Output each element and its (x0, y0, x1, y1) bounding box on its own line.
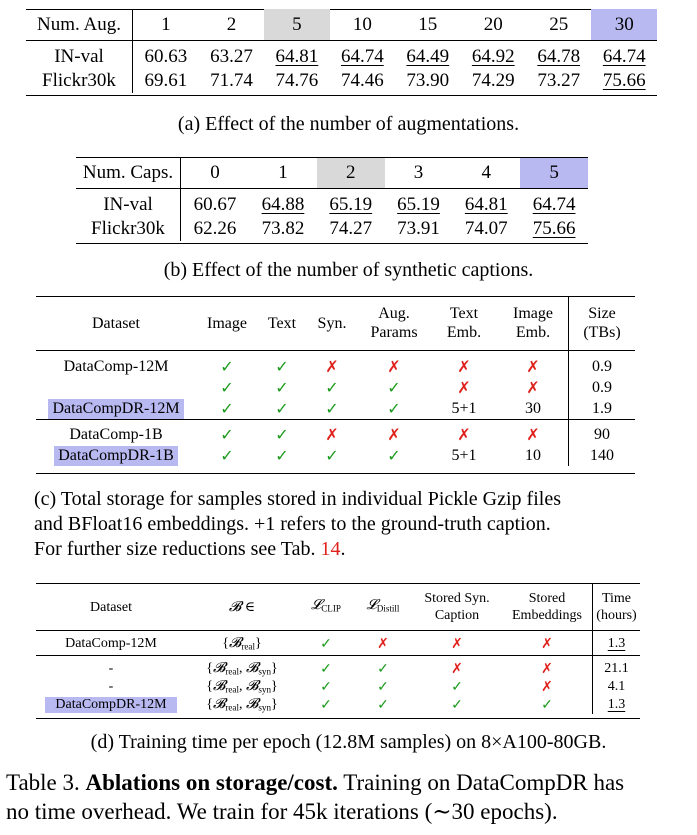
dataset-highlight: DataCompDR-12M (45, 697, 176, 713)
cross-icon: ✗ (526, 379, 540, 397)
header-line: (TBs) (583, 324, 621, 341)
row-label: IN-val (26, 41, 133, 70)
cell: 64.88 (261, 194, 305, 215)
cross-icon: ✗ (541, 679, 553, 695)
cell: 75.66 (532, 218, 576, 239)
set-cell: {𝓑$_{real}$} (222, 636, 262, 652)
header-line: Text (449, 305, 479, 322)
check-icon: ✓ (451, 679, 463, 695)
header-cell: 10 (352, 13, 372, 35)
table-row (36, 445, 635, 466)
cell: 60.63 (144, 46, 188, 67)
cell: 62.26 (193, 218, 237, 239)
header-size (569, 296, 636, 351)
header-cell: 1 (278, 162, 288, 183)
cell: 64.78 (537, 46, 581, 67)
cell: 65.19 (397, 194, 440, 215)
cell: 65.19 (329, 194, 373, 215)
table-row (36, 377, 635, 398)
table-row (36, 678, 640, 696)
cell: 64.92 (471, 46, 515, 67)
set-cell: {𝓑$_{real}$, 𝓑$_{syn}$} (206, 679, 278, 695)
header-dataset: Dataset (92, 314, 140, 332)
table-caption (6, 768, 696, 826)
table-row (26, 69, 657, 93)
header-text: Text (267, 314, 297, 332)
header-line: Emb. (515, 324, 551, 341)
caption-line: no time overhead. We train for 45k iterations (∼30 epochs). (6, 799, 558, 824)
check-icon: ✓ (275, 400, 289, 418)
cross-icon: ✗ (541, 636, 553, 652)
cell: 73.82 (261, 218, 305, 239)
header-cell: 0 (210, 162, 220, 183)
table-row (36, 398, 635, 420)
image-emb-cell: 10 (525, 446, 541, 464)
dataset-cell (36, 445, 196, 466)
caption-text: . (340, 538, 346, 560)
check-icon: ✓ (275, 358, 289, 376)
cross-icon: ✗ (541, 661, 553, 677)
check-icon: ✓ (275, 447, 289, 465)
header-image: Image (207, 314, 247, 332)
time-cell: 4.1 (593, 678, 641, 696)
header-cell: 20 (483, 13, 503, 35)
dataset-cell: DataComp-12M (63, 357, 169, 375)
cross-icon: ✗ (457, 426, 471, 444)
table-storage (36, 296, 635, 466)
table-header-row (36, 584, 640, 631)
dataset-cell (36, 398, 196, 420)
header-syn: Syn. (317, 314, 347, 332)
header-cell: 5 (264, 9, 329, 41)
size-cell: 0.9 (569, 377, 636, 398)
check-icon: ✓ (275, 426, 289, 444)
caption-b: (b) Effect of the number of synthetic captions. (163, 259, 534, 281)
table-augmentations (26, 9, 657, 93)
cross-icon: ✗ (457, 358, 471, 376)
cross-icon: ✗ (451, 661, 463, 677)
cross-icon: ✗ (377, 636, 389, 652)
caption-title: Ablations on storage/cost. (85, 770, 338, 795)
cell: 74.76 (275, 70, 319, 91)
cell: 74.29 (471, 70, 515, 91)
size-cell: 140 (569, 445, 636, 466)
header-cell: 1 (161, 13, 171, 35)
table-row (36, 420, 635, 446)
cell: 64.74 (602, 46, 646, 67)
check-icon: ✓ (220, 400, 234, 418)
row-label: Flickr30k (76, 217, 181, 241)
subscript: Distill (376, 603, 400, 614)
header-line: Params (370, 324, 418, 341)
header-line: Caption (434, 608, 480, 623)
header-cell: 2 (226, 13, 237, 35)
cell: 73.90 (406, 70, 450, 91)
check-icon: ✓ (377, 679, 389, 695)
caption-text: For further size reductions see Tab. (34, 538, 316, 560)
table-d-bottom-rule (36, 718, 640, 719)
subscript: CLIP (321, 603, 341, 614)
cell: 63.27 (210, 46, 253, 67)
image-emb-cell: 30 (525, 399, 541, 417)
set-cell: {𝓑$_{real}$, 𝓑$_{syn}$} (206, 661, 278, 677)
cross-icon: ✗ (451, 636, 463, 652)
table-label: Table 3. (6, 770, 80, 795)
header-cell: 2 (317, 158, 385, 189)
cell: 71.74 (210, 70, 253, 91)
check-icon: ✓ (451, 697, 463, 713)
header-stored-emb (502, 584, 593, 631)
dataset-cell: DataComp-1B (69, 425, 163, 443)
header-line: Embeddings (512, 608, 582, 623)
cell: 64.49 (406, 46, 450, 67)
cell: 73.91 (397, 218, 440, 239)
cell: 64.74 (340, 46, 384, 67)
table-row (36, 351, 635, 378)
time-cell: 1.3 (593, 631, 641, 656)
header-time (593, 584, 641, 631)
table-c-bottom-rule (36, 473, 635, 474)
check-icon: ✓ (220, 447, 234, 465)
time-cell: 21.1 (593, 656, 641, 679)
cell: 69.61 (144, 70, 188, 91)
cell: 64.81 (275, 46, 319, 67)
table-row (76, 189, 588, 218)
cross-icon: ✗ (526, 358, 540, 376)
cross-icon: ✗ (387, 426, 401, 444)
time-cell: 1.3 (593, 696, 641, 714)
header-text-emb (430, 296, 498, 351)
table-captions (76, 158, 588, 241)
header-stored-syn (412, 584, 502, 631)
table-row (26, 41, 657, 70)
table-row (76, 217, 588, 241)
check-icon: ✓ (220, 358, 234, 376)
caption-text: Training on DataCompDR has (343, 770, 625, 795)
caption-line: and BFloat16 embeddings. +1 refers to the ground-truth caption. (34, 513, 551, 535)
table-row (36, 656, 640, 679)
header-cell: 5 (520, 158, 588, 189)
header-line: Size (588, 305, 616, 322)
table-b-bottom-rule (76, 243, 588, 244)
header-line: Image (513, 305, 553, 322)
dataset-cell: DataComp-12M (65, 636, 157, 651)
check-icon: ✓ (320, 661, 332, 677)
header-cell: 15 (418, 13, 438, 35)
dataset-highlight: DataCompDR-12M (48, 399, 183, 419)
cell: 75.66 (602, 70, 646, 91)
table-header-row (26, 9, 657, 41)
check-icon: ✓ (387, 447, 401, 465)
cross-icon: ✗ (325, 358, 339, 376)
check-icon: ✓ (275, 379, 289, 397)
caption-a: (a) Effect of the number of augmentations. (177, 113, 520, 135)
table-header-row (76, 158, 588, 189)
check-icon: ✓ (325, 447, 339, 465)
table-a-bottom-rule (26, 95, 657, 96)
check-icon: ✓ (325, 379, 339, 397)
caption-c (34, 487, 684, 562)
check-icon: ✓ (320, 636, 332, 652)
header-line: Stored (528, 591, 566, 606)
text-emb-cell: 5+1 (451, 399, 477, 417)
check-icon: ✓ (220, 379, 234, 397)
size-cell: 0.9 (569, 351, 636, 378)
check-icon: ✓ (387, 379, 401, 397)
dataset-highlight: DataCompDR-1B (54, 446, 178, 466)
table-14-link[interactable]: 14 (320, 538, 341, 560)
cross-icon: ✗ (457, 379, 471, 397)
table-training-time (36, 584, 640, 714)
header-line: Time (601, 591, 632, 606)
check-icon: ✓ (220, 426, 234, 444)
header-cell: 25 (549, 13, 569, 35)
set-cell: {𝓑$_{real}$, 𝓑$_{syn}$} (206, 697, 278, 713)
check-icon: ✓ (377, 661, 389, 677)
cell: 74.46 (340, 70, 384, 91)
header-batch-set: 𝓑 ∈ (228, 599, 256, 615)
cell: 60.67 (193, 194, 237, 215)
header-loss-distill: 𝓛$_{Distill}$ (366, 597, 400, 614)
cross-icon: ✗ (526, 426, 540, 444)
caption-line (6, 768, 696, 797)
table-header-row (36, 296, 635, 351)
cross-icon: ✗ (387, 358, 401, 376)
header-cell: 4 (481, 162, 492, 183)
check-icon: ✓ (377, 697, 389, 713)
caption-line (34, 537, 684, 562)
table-row (36, 631, 640, 656)
check-icon: ✓ (320, 679, 332, 695)
check-icon: ✓ (541, 697, 553, 713)
cell: 64.74 (532, 194, 576, 215)
cell: 74.07 (464, 218, 508, 239)
text-emb-cell: 5+1 (451, 446, 477, 464)
row-label: IN-val (76, 189, 181, 218)
row-label: Flickr30k (26, 69, 133, 93)
header-dataset: Dataset (90, 599, 132, 615)
header-loss-clip: 𝓛$_{CLIP}$ (311, 597, 341, 614)
size-cell: 90 (569, 420, 636, 446)
header-label: Num. Caps. (76, 158, 181, 189)
header-cell: 30 (591, 9, 657, 41)
dataset-cell: - (108, 679, 114, 694)
dataset-cell: - (108, 661, 114, 676)
cell: 73.27 (537, 70, 581, 91)
caption-d: (d) Training time per epoch (12.8M samples) on 8×A100-80GB. (90, 731, 607, 753)
size-cell: 1.9 (569, 398, 636, 420)
header-image-emb (498, 296, 569, 351)
header-line: Emb. (446, 324, 482, 341)
check-icon: ✓ (325, 400, 339, 418)
dataset-cell (36, 696, 186, 714)
cross-icon: ✗ (325, 426, 339, 444)
dataset-cell (36, 377, 196, 398)
header-label: Num. Aug. (26, 9, 133, 41)
caption-line: (c) Total storage for samples stored in individual Pickle Gzip files (34, 488, 561, 510)
check-icon: ✓ (387, 400, 401, 418)
cell: 74.27 (329, 218, 373, 239)
check-icon: ✓ (320, 697, 332, 713)
header-cell: 3 (413, 162, 424, 183)
header-aug-params (358, 296, 430, 351)
header-line: Stored Syn. (424, 591, 490, 606)
header-line: Aug. (378, 305, 410, 322)
header-line: (hours) (596, 608, 637, 623)
table-row (36, 696, 640, 714)
cell: 64.81 (464, 194, 508, 215)
